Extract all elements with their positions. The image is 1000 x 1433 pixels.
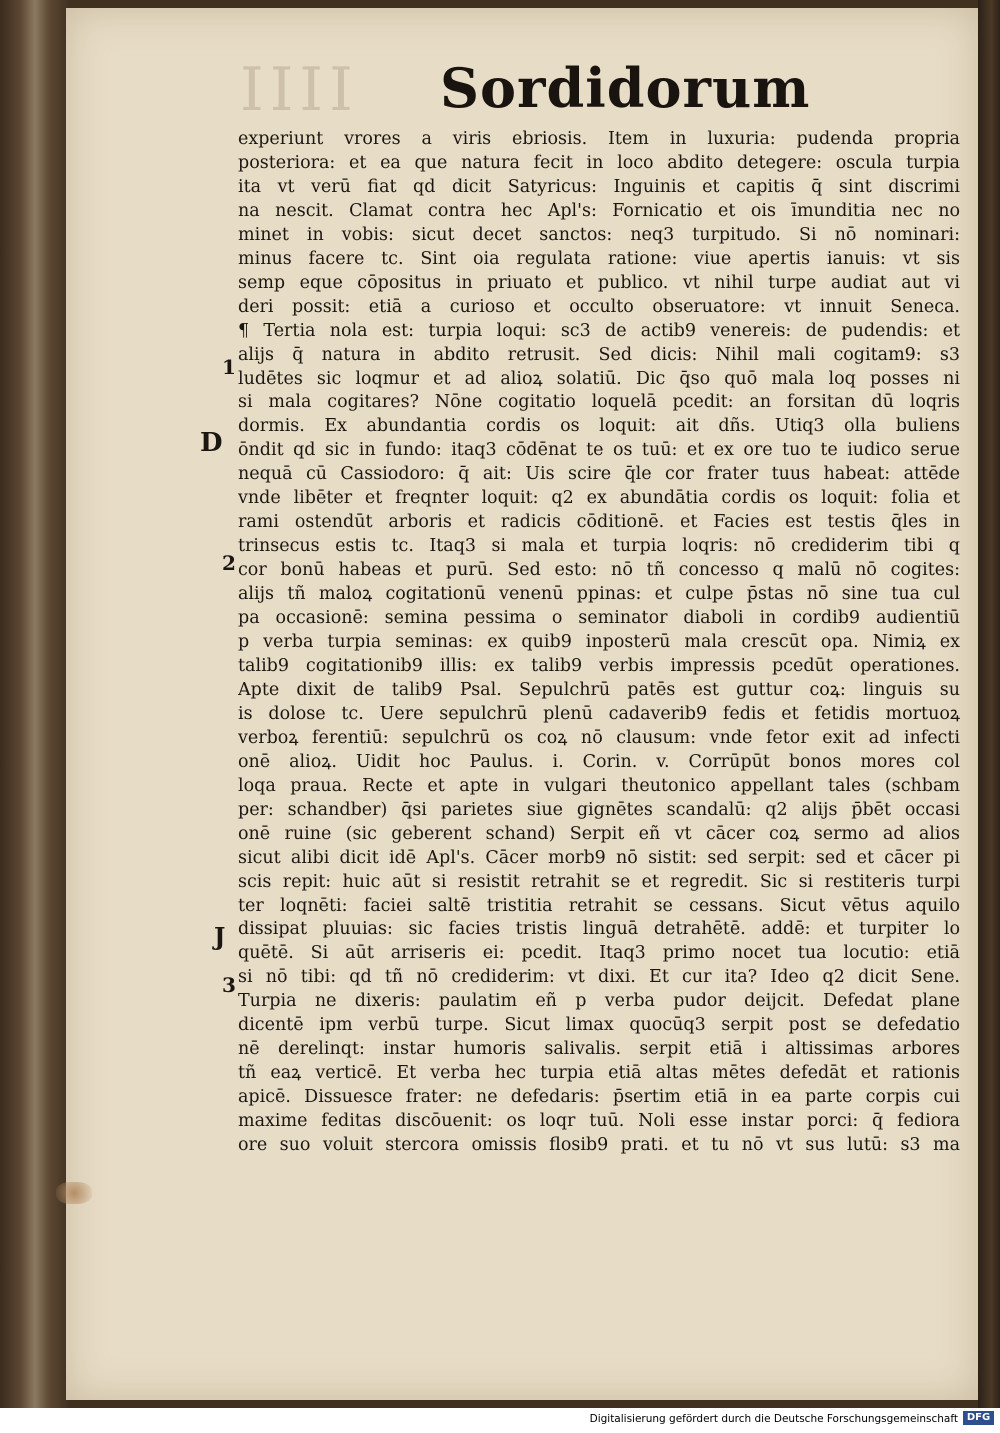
text-line: pa occasionē: semina pessima o seminator diaboli in cordib9 audientiū — [238, 608, 960, 629]
text-line: talib9 cogitationib9 illis: ex talib9 verbis impressis pcedūt operationes. — [238, 655, 960, 676]
text-line: trinsecus estis tc. Itaq3 si mala et turpia loqris: nō crediderim tibi q — [238, 536, 960, 557]
text-line: ore suo voluit stercora omissis flosib9 prati. et tu nō vt sus lutū: s3 ma — [238, 1135, 960, 1156]
book-edge — [978, 0, 1000, 1408]
margin-note-3: 3 — [222, 973, 236, 997]
paper-stain — [56, 1182, 92, 1204]
text-line: na nescit. Clamat contra hec Apl's: Fornicatio et ois īmunditia nec no — [238, 200, 960, 221]
text-line: si nō tibi: qd tñ nō crediderim: vt dixi. Et cur ita? Ideo q2 dicit Sene. — [238, 967, 960, 988]
margin-note-j: J — [214, 922, 226, 951]
text-line: cor bonū habeas et purū. Sed esto: nō tñ concesso q malū nō cogites: — [238, 560, 960, 581]
text-line: ludētes sic loqmur et ad alioꝝ solatiū. Dic q̄so quō mala loq posses ni — [238, 368, 960, 389]
text-line: minus facere tc. Sint oia regulata ratione: viue apertis ianuis: vt sis — [238, 248, 960, 269]
text-line: ¶ Tertia nola est: turpia loqui: sc3 de actib9 venereis: de pudendis: et — [238, 320, 960, 341]
text-line: posteriora: et ea que natura fecit in loco abdito detegere: oscula turpia — [238, 152, 960, 173]
margin-note-d: D — [200, 428, 223, 458]
text-line: si mala cogitares? Nōne cogitatio loquelā pcedit: an forsitan dū loqris — [238, 392, 960, 413]
text-line: sicut alibi dicit idē Apl's. Cācer morb9 nō sistit: sed serpit: sed et cācer pi — [238, 847, 960, 868]
text-line: dormis. Ex abundantia cordis os loquit: ait dñs. Utiq3 olla buliens — [238, 416, 960, 437]
show-through-text: IIII — [240, 55, 359, 125]
text-line: verboꝝ ferentiū: sepulchrū os coꝝ nō clausum: vnde fetor exit ad infecti — [238, 727, 960, 748]
text-line: nē derelinqt: instar humoris salivalis. serpit etiā i altissimas arbores — [238, 1039, 960, 1060]
text-line: deri possit: etiā a curioso et occulto obseruatore: vt innuit Seneca. — [238, 296, 960, 317]
margin-note-2: 2 — [222, 551, 236, 575]
text-line: p verba turpia seminas: ex quib9 inposterū mala crescūt opa. Nimiꝝ ex — [238, 632, 960, 653]
text-line: apicē. Dissuesce frater: ne defedaris: p̄sertim etiā in ea parte corpis cui — [238, 1087, 960, 1108]
text-line: Apte dixit de talib9 Psal. Sepulchrū patēs est guttur coꝝ: linguis su — [238, 679, 960, 700]
text-line: alijs q̄ natura in abdito retrusit. Sed dicis: Nihil mali cogitam9: s3 — [238, 344, 960, 365]
text-line: ita vt verū fiat qd dicit Satyricus: Inguinis et capitis q̄ sint discrimi — [238, 176, 960, 197]
text-line: ōndit qd sic in fundo: itaq3 cōdēnat te os tuū: et ex ore tuo te iudico serue — [238, 440, 960, 461]
text-line: quētē. Si aūt arriseris ei: pcedit. Itaq3 primo nocet tua locutio: etiā — [238, 943, 960, 964]
text-line: maxime feditas discōuenit: os loqr tuū. Noli esse instar porci: q̄ fediora — [238, 1111, 960, 1132]
text-line: dicentē ipm verbū turpe. Sicut limax quocūq3 serpit post se defedatio — [238, 1015, 960, 1036]
text-line: onē alioꝝ. Uidit hoc Paulus. i. Corin. v. Corrūpūt bonos mores col — [238, 751, 960, 772]
text-line: dissipat pluuias: sic facies tristis linguā detrahētē. addē: et turpiter lo — [238, 919, 960, 940]
text-line: loqa praua. Recte et apte in vulgari theutonico appellant tales (schbam — [238, 775, 960, 796]
text-line: scis repit: huic aūt si resistit retrahit se et regredit. Sic si restiteris turpi — [238, 871, 960, 892]
text-line: per: schandber) q̄si parietes siue gignētes scandalū: q2 alijs p̄bēt occasi — [238, 799, 960, 820]
text-line: alijs tñ maloꝝ cogitationū venenū ppinas: et culpe p̄stas nō sine tua cul — [238, 584, 960, 605]
text-line: nequā cū Cassiodoro: q̄ ait: Uis scire q̄le cor frater tuus habeat: attēde — [238, 464, 960, 485]
margin-note-1: 1 — [222, 355, 236, 379]
text-line: experiunt vrores a viris ebriosis. Item in luxuria: pudenda propria — [238, 129, 960, 149]
text-line: rami ostendūt arboris et radicis cōditionē. et Facies est testis q̄les in — [238, 512, 960, 533]
text-line: minet in vobis: sicut decet sanctos: neq3 turpitudo. Si nō nominari: — [238, 224, 960, 245]
text-line: ter loqnēti: faciei saltē tristitia retrahit se cessans. Sicut vētus aquilo — [238, 895, 960, 916]
text-line: is dolose tc. Uere sepulchrū plenū cadaverib9 fedis et fetidis mortuoꝝ — [238, 703, 960, 724]
dfg-logo: DFG — [963, 1411, 994, 1425]
text-line: tñ eaꝝ verticē. Et verba hec turpia etiā altas mētes defedāt et rationis — [238, 1063, 960, 1084]
text-line: vnde libēter et freqnter loquit: q2 ex abundātia cordis os loquit: folia et — [238, 488, 960, 509]
text-line: Turpia ne dixeris: paulatim eñ p verba pudor deijcit. Defedat plane — [238, 991, 960, 1012]
text-column — [238, 128, 960, 1158]
text-line: semp eque cōpositus in priuato et publico. vt nihil turpe audiat aut vi — [238, 272, 960, 293]
funding-credit: Digitalisierung gefördert durch die Deutsche Forschungsgemeinschaft — [589, 1413, 958, 1425]
text-line: onē ruine (sic geberent schand) Serpit eñ vt cācer coꝝ sermo ad alios — [238, 823, 960, 844]
running-head: Sordidorum — [440, 56, 811, 120]
